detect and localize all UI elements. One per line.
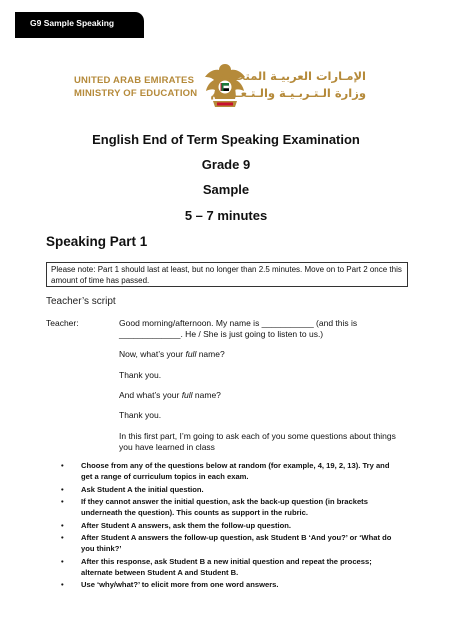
bullet-icon: • xyxy=(61,533,64,542)
document-tag: G9 Sample Speaking xyxy=(15,12,144,38)
part-title: Speaking Part 1 xyxy=(46,234,148,249)
ministry-en-line2: MINISTRY OF EDUCATION xyxy=(74,88,198,99)
instruction-item xyxy=(59,484,399,495)
grade-heading: Grade 9 xyxy=(201,157,251,172)
ministry-header xyxy=(0,60,452,116)
instruction-item xyxy=(59,520,399,531)
bullet-icon: • xyxy=(61,484,64,494)
script-line-text: Now, what’s your xyxy=(119,349,186,359)
instruction-text: Choose from any of the questions below at random (for example, 4, 19, 2, 13). Try and get a range of curriculum topics in each exam. xyxy=(81,461,390,481)
script-line-thanks: Thank you. xyxy=(119,370,162,380)
sample-heading: Sample xyxy=(202,182,250,197)
instruction-item xyxy=(59,579,399,590)
bullet-icon: • xyxy=(61,556,64,566)
bullet-icon: • xyxy=(61,520,64,530)
script-line-text: And what’s your xyxy=(119,390,182,400)
instruction-item xyxy=(59,556,399,578)
instruction-text: Use ‘why/what?’ to elicit more from one word answers. xyxy=(81,580,279,589)
ministry-ar-line2: وزارة الـتـربـيـة والـتـعـلـيـم xyxy=(210,86,366,100)
ministry-name-ar xyxy=(210,68,366,102)
script-line-text: name? xyxy=(192,390,221,400)
script-line-emphasis: full xyxy=(181,390,193,400)
instruction-list xyxy=(59,460,399,592)
ministry-en-line1: UNITED ARAB EMIRATES xyxy=(74,75,195,86)
script-title: Teacher’s script xyxy=(46,296,116,307)
instruction-item xyxy=(59,532,399,554)
script-line-full-name-b xyxy=(119,390,404,401)
script-line-text: name? xyxy=(196,349,225,359)
script-line-full-name xyxy=(119,349,404,360)
script-line-thanks-b: Thank you. xyxy=(119,410,162,420)
instruction-text: After this response, ask Student B a new initial question and repeat the process; alternate between Student A and Student B. xyxy=(81,556,372,577)
ministry-ar-line1: الإمـارات العربيـة المتحـدة xyxy=(219,69,366,83)
bullet-icon: • xyxy=(61,580,64,589)
instruction-text: After Student A answers, ask them the follow-up question. xyxy=(81,520,291,530)
timing-note: Please note: Part 1 should last at least, but no longer than 2.5 minutes. Move on to Part 2 once this amount of time has passed. xyxy=(46,262,408,287)
script-line-emphasis: full xyxy=(185,349,197,359)
instruction-text: Ask Student A the initial question. xyxy=(81,484,204,494)
instruction-text: After Student A answers the follow-up question, ask Student B ‘And you?’ or ‘What do you think?’ xyxy=(81,533,392,553)
instruction-item xyxy=(59,460,399,482)
exam-title: English End of Term Speaking Examination xyxy=(92,132,360,147)
instruction-item xyxy=(59,496,399,518)
script-line-greeting: Good morning/afternoon. My name is ___________ (and this is _____________. He / She is just going to listen to us.) xyxy=(119,318,358,339)
bullet-icon: • xyxy=(61,461,64,470)
duration-heading: 5 – 7 minutes xyxy=(184,208,268,223)
bullet-icon: • xyxy=(61,497,64,506)
script-line-intro: In this first part, I’m going to ask each of you some questions about things you have learned in class xyxy=(119,431,396,452)
ministry-name-en xyxy=(74,74,197,100)
speaker-label: Teacher: xyxy=(46,318,79,328)
instruction-text: If they cannot answer the initial question, ask the back-up question (in brackets underneath the question). This counts as support in the rubric. xyxy=(81,497,368,517)
